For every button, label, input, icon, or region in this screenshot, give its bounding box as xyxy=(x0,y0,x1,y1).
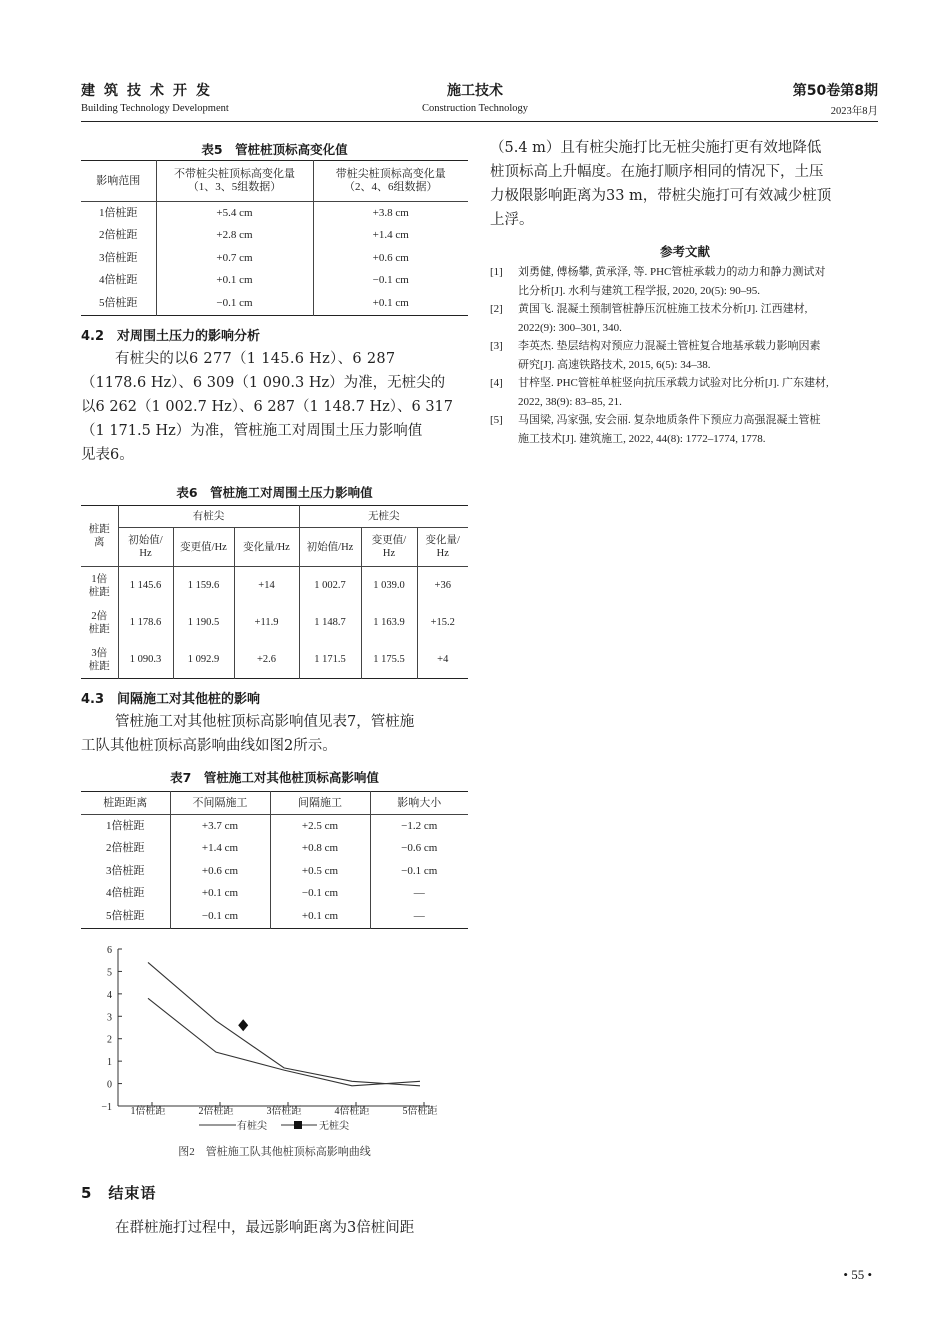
reference-line: 刘勇健, 傅杨攀, 黄承泽, 等. PHC管桩承载力的动力和静力测试对 xyxy=(518,266,826,278)
table-cell: 1 145.6 xyxy=(118,567,173,605)
y-tick-label: 1 xyxy=(107,1057,112,1069)
table5-header-with-tip-l2: （2、4、6组数据） xyxy=(344,181,438,193)
table5-header-no-tip-l1: 不带桩尖桩顶标高变化量 xyxy=(174,168,295,180)
reference-number: [2] xyxy=(490,303,503,315)
table6-sub-header: 变化量/Hz xyxy=(234,528,299,567)
y-tick-label: 2 xyxy=(107,1034,112,1046)
table6-header-distance xyxy=(81,506,118,567)
table-cell: +0.7 cm xyxy=(156,247,313,270)
series-marker-diamond xyxy=(238,1019,248,1031)
table-cell: −0.1 cm xyxy=(170,905,270,928)
section-4-3-title: 4.3 间隔施工对其他桩的影响 xyxy=(81,692,261,707)
volume-issue: 第50卷第8期 xyxy=(792,83,878,99)
table-cell: 1 159.6 xyxy=(173,567,234,605)
table6 xyxy=(81,505,468,679)
table-cell: −0.1 cm xyxy=(270,883,370,906)
table-cell: 1倍桩距 xyxy=(106,819,145,832)
y-tick-label: 4 xyxy=(107,989,112,1001)
table-cell: 1 175.5 xyxy=(361,641,417,679)
table6-group-with-tip: 有桩尖 xyxy=(118,506,299,528)
header-rule xyxy=(81,121,878,122)
table-cell: — xyxy=(370,883,468,906)
section-4-2-title: 4.2 对周围土压力的影响分析 xyxy=(81,329,261,344)
y-tick-label: 0 xyxy=(107,1079,112,1091)
table-row xyxy=(81,567,468,605)
x-tick-label: 2倍桩距 xyxy=(198,1106,234,1117)
table-cell: +3.8 cm xyxy=(313,202,468,225)
section-4-3-body xyxy=(81,710,468,758)
x-tick-label: 3倍桩距 xyxy=(266,1106,302,1117)
issue-date: 2023年8月 xyxy=(830,106,878,117)
table-cell: +1.4 cm xyxy=(313,225,468,248)
table-cell: 1 002.7 xyxy=(299,567,361,605)
table-cell: −0.1 cm xyxy=(370,860,468,883)
header-line: 桩距 xyxy=(88,524,110,535)
header-line: 初始值/ xyxy=(128,535,163,546)
table-cell: +0.1 cm xyxy=(156,270,313,293)
reference-line: 研究[J]. 高速铁路技术, 2015, 6(5): 34–38. xyxy=(518,358,711,371)
table-cell: −1.2 cm xyxy=(370,815,468,838)
table-cell: 1 039.0 xyxy=(361,567,417,605)
table-row xyxy=(81,815,468,838)
x-tick-label: 5倍桩距 xyxy=(402,1106,438,1117)
table6-sub-header xyxy=(417,528,468,567)
series-line-no-tip xyxy=(148,962,420,1085)
reference-line: 黄国飞. 混凝土预制管桩静压沉桩施工技术分析[J]. 江西建材, xyxy=(518,303,808,315)
table-row xyxy=(81,247,468,270)
table6-caption: 表6 管桩施工对周围土压力影响值 xyxy=(176,485,373,500)
section-title-en: Construction Technology xyxy=(421,103,529,114)
header-line: Hz xyxy=(139,548,152,559)
table5-header-no-tip-l2: （1、3、5组数据） xyxy=(187,181,282,193)
reference-line: 2022, 38(9): 83–85, 21. xyxy=(518,395,622,408)
reference-number: [4] xyxy=(490,377,503,389)
reference-number: [5] xyxy=(490,414,503,426)
label-line: 桩距 xyxy=(88,623,110,635)
paragraph-line: 桩顶标高上升幅度。在施打顺序相同的情况下，土压 xyxy=(490,164,824,180)
table-cell: +3.7 cm xyxy=(170,815,270,838)
table-row xyxy=(81,202,468,225)
y-tick-label: −1 xyxy=(101,1102,112,1113)
x-tick-label: 1倍桩距 xyxy=(130,1106,166,1117)
legend-marker-no-tip xyxy=(294,1121,302,1129)
row-label xyxy=(81,604,118,641)
table7-header-cell: 间隔施工 xyxy=(270,792,370,815)
table-row xyxy=(81,604,468,641)
table-cell: +0.1 cm xyxy=(170,883,270,906)
label-line: 桩距 xyxy=(88,586,110,598)
conclusion-continued xyxy=(490,136,880,232)
table-cell: 1 092.9 xyxy=(173,641,234,679)
reference-line: 马国梁, 冯家强, 安会丽. 复杂地质条件下预应力高强混凝土管桩 xyxy=(518,414,821,426)
section-4-2-body xyxy=(81,347,468,467)
table-cell: +2.6 xyxy=(234,641,299,679)
table-cell: 4倍桩距 xyxy=(106,887,145,900)
y-tick-label: 3 xyxy=(107,1012,112,1024)
paragraph-line: 以6 262（1 002.7 Hz）、6 287（1 148.7 Hz）、6 317 xyxy=(81,399,454,415)
reference-item xyxy=(490,374,880,411)
table6-sub-header xyxy=(118,528,173,567)
header-line: 变化量/ xyxy=(425,535,460,546)
table5-caption: 表5 管桩桩顶标高变化值 xyxy=(201,142,348,157)
table-row xyxy=(81,883,468,906)
table7-header xyxy=(81,792,468,815)
table-row xyxy=(81,860,468,883)
header-line: Hz xyxy=(436,548,449,559)
paragraph-line: 上浮。 xyxy=(490,212,534,228)
table-cell: 3倍桩距 xyxy=(106,864,145,877)
table-cell: 2倍桩距 xyxy=(99,229,138,242)
y-tick-label: 5 xyxy=(107,967,112,979)
label-line: 1倍 xyxy=(91,573,108,585)
table-cell: −0.6 cm xyxy=(370,838,468,861)
table-cell: 5倍桩距 xyxy=(99,296,138,309)
paragraph-line: （1 171.5 Hz）为准，管桩施工对周围土压力影响值 xyxy=(81,423,423,439)
header-line: 变更值/ xyxy=(371,535,407,546)
table-cell: 1 171.5 xyxy=(299,641,361,679)
reference-item xyxy=(490,337,880,374)
table5-header xyxy=(81,161,468,202)
paragraph-line: 见表6。 xyxy=(81,447,134,463)
header-line: Hz xyxy=(382,548,396,559)
reference-line: 2022(9): 300–301, 340. xyxy=(518,321,622,334)
x-tick-label: 4倍桩距 xyxy=(334,1106,370,1117)
table-cell: 1 178.6 xyxy=(118,604,173,641)
table7-header-cell: 桩距距离 xyxy=(81,792,170,815)
table-cell: +5.4 cm xyxy=(156,202,313,225)
row-label xyxy=(81,567,118,605)
reference-item xyxy=(490,411,880,448)
reference-line: 比分析[J]. 水利与建筑工程学报, 2020, 20(5): 90–95. xyxy=(518,284,760,297)
table-cell: 5倍桩距 xyxy=(106,909,145,922)
table6-sub-header xyxy=(361,528,417,567)
table-row xyxy=(81,225,468,248)
paragraph-line: （5.4 m）且有桩尖施打比无桩尖施打更有效地降低 xyxy=(490,140,822,156)
table-cell: +2.5 cm xyxy=(270,815,370,838)
table-cell: +15.2 xyxy=(417,604,468,641)
reference-item xyxy=(490,300,880,337)
series-line-with-tip xyxy=(148,998,420,1085)
table-cell: +36 xyxy=(417,567,468,605)
row-label xyxy=(81,641,118,679)
y-tick-label: 6 xyxy=(107,945,112,956)
table-cell: 1 190.5 xyxy=(173,604,234,641)
table7 xyxy=(81,791,468,929)
journal-title-en: Building Technology Development xyxy=(81,103,229,114)
table7-header-cell: 影响大小 xyxy=(370,792,468,815)
table-row xyxy=(81,292,468,315)
table-cell: 1倍桩距 xyxy=(99,206,138,219)
table-cell: +0.8 cm xyxy=(270,838,370,861)
table-cell: +0.5 cm xyxy=(270,860,370,883)
table5-header-range: 影响范围 xyxy=(81,161,156,202)
table5-header-with-tip-l1: 带桩尖桩顶标高变化量 xyxy=(335,168,446,180)
legend-label-with-tip: 有桩尖 xyxy=(237,1121,267,1132)
table-cell: +2.8 cm xyxy=(156,225,313,248)
table-cell: 1 163.9 xyxy=(361,604,417,641)
table-row xyxy=(81,641,468,679)
table-cell: +14 xyxy=(234,567,299,605)
table-cell: −0.1 cm xyxy=(313,270,468,293)
table-cell: 2倍桩距 xyxy=(106,842,145,855)
label-line: 3倍 xyxy=(91,647,108,659)
table-cell: +1.4 cm xyxy=(170,838,270,861)
label-line: 2倍 xyxy=(91,610,108,622)
table6-sub-header: 变更值/Hz xyxy=(173,528,234,567)
header-line: 离 xyxy=(94,537,105,548)
table-cell: 1 090.3 xyxy=(118,641,173,679)
reference-line: 甘梓坚. PHC管桩单桩竖向抗压承载力试验对比分析[J]. 广东建材, xyxy=(518,377,829,389)
table5-header-with-tip xyxy=(313,161,468,202)
reference-number: [3] xyxy=(490,340,503,352)
table-cell: +0.1 cm xyxy=(313,292,468,315)
table-cell: +11.9 xyxy=(234,604,299,641)
legend-label-no-tip: 无桩尖 xyxy=(319,1121,349,1132)
table-cell: — xyxy=(370,905,468,928)
section-5-body: 在群桩施打过程中，最远影响距离为3倍桩间距 xyxy=(115,1220,415,1236)
table-row xyxy=(81,905,468,928)
table5 xyxy=(81,160,468,316)
table-cell: 3倍桩距 xyxy=(99,251,138,264)
table-row xyxy=(81,270,468,293)
table5-header-no-tip xyxy=(156,161,313,202)
table7-header-cell: 不间隔施工 xyxy=(170,792,270,815)
reference-line: 李英杰. 垫层结构对预应力混凝土管桩复合地基承载力影响因素 xyxy=(518,340,821,352)
reference-item xyxy=(490,263,880,300)
section-5-title: 5 结束语 xyxy=(81,1184,157,1202)
table-cell: +0.1 cm xyxy=(270,905,370,928)
table7-caption: 表7 管桩施工对其他桩顶标高影响值 xyxy=(170,770,379,785)
table6-sub-header: 初始值/Hz xyxy=(299,528,361,567)
paragraph-line: 工队其他桩顶标高影响曲线如图2所示。 xyxy=(81,738,337,754)
figure2-line-chart xyxy=(81,938,468,1163)
table-row xyxy=(81,838,468,861)
references-title: 参考文献 xyxy=(659,244,710,259)
references-list xyxy=(490,263,880,448)
journal-title-cn: 建筑技术开发 xyxy=(81,83,219,99)
paragraph-line: 有桩尖的以6 277（1 145.6 Hz）、6 287 xyxy=(115,351,396,367)
paragraph-line: （1178.6 Hz）、6 309（1 090.3 Hz）为准，无桩尖的 xyxy=(81,375,446,391)
paragraph-line: 力极限影响距离为33 m，带桩尖施打可有效减少桩顶 xyxy=(490,188,832,204)
label-line: 桩距 xyxy=(88,660,110,672)
table-cell: 1 148.7 xyxy=(299,604,361,641)
table-cell: 4倍桩距 xyxy=(99,274,138,287)
page-number: • 55 • xyxy=(843,1267,872,1282)
table-cell: +4 xyxy=(417,641,468,679)
table-cell: +0.6 cm xyxy=(313,247,468,270)
paragraph-line: 管桩施工对其他桩顶标高影响值见表7，管桩施 xyxy=(115,714,415,730)
reference-number: [1] xyxy=(490,266,503,278)
section-title-cn: 施工技术 xyxy=(447,83,503,99)
table-cell: −0.1 cm xyxy=(156,292,313,315)
reference-line: 施工技术[J]. 建筑施工, 2022, 44(8): 1772–1774, 1778. xyxy=(518,432,766,445)
figure2-caption: 图2 管桩施工队其他桩顶标高影响曲线 xyxy=(178,1146,371,1158)
table-cell: +0.6 cm xyxy=(170,860,270,883)
table6-group-no-tip: 无桩尖 xyxy=(299,506,468,528)
